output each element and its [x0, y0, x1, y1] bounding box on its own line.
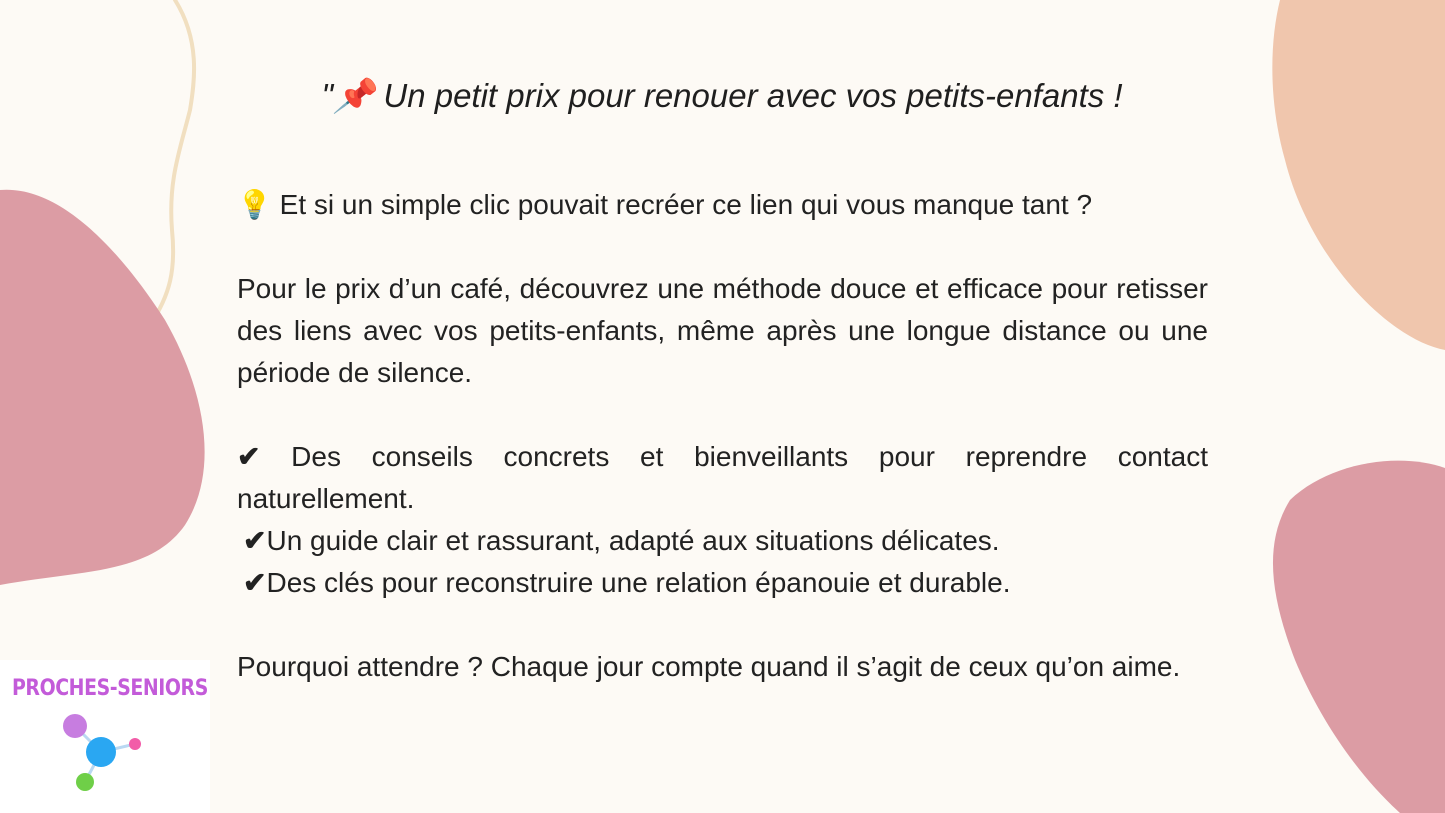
logo-text: PROCHES-SENIORS [12, 676, 208, 701]
intro-line [237, 184, 1208, 226]
checkmark-icon: ✔ [243, 525, 267, 556]
checkmark-icon: ✔ [237, 441, 261, 472]
lightbulb-icon: 💡 [237, 189, 272, 220]
blue-dot [86, 737, 116, 767]
description-paragraph: Pour le prix d’un café, découvrez une méthode douce et efficace pour retisser des liens avec vos petits-enfants, même après une longue distance ou une période de silence. [237, 273, 1208, 388]
beige-wavy-line [150, 0, 194, 325]
benefit-text: Des conseils concrets et bienveillants pour reprendre contact naturellement. [237, 441, 1208, 514]
benefit-item [237, 562, 1208, 604]
molecule-icon [55, 708, 155, 798]
brand-logo [0, 660, 210, 813]
green-dot [76, 773, 94, 791]
pink-dot [129, 738, 141, 750]
benefit-text: Des clés pour reconstruire une relation épanouie et durable. [266, 567, 1011, 598]
main-content [237, 184, 1208, 688]
closing-paragraph: Pourquoi attendre ? Chaque jour compte quand il s’agit de ceux qu’on aime. [237, 651, 1181, 682]
bottom-right-rose-blob [1273, 461, 1445, 813]
checkmark-icon: ✔ [243, 567, 267, 598]
purple-dot [63, 714, 87, 738]
benefit-item [237, 436, 1208, 520]
page-title [236, 74, 1208, 118]
benefit-item [237, 520, 1208, 562]
title-text: Un petit prix pour renouer avec vos petits-enfants ! [383, 77, 1123, 114]
pushpin-icon: 📌 [333, 77, 375, 114]
intro-text: Et si un simple clic pouvait recréer ce lien qui vous manque tant ? [279, 189, 1093, 220]
benefit-text: Un guide clair et rassurant, adapté aux situations délicates. [266, 525, 1000, 556]
title-quote-mark: " [321, 77, 334, 114]
top-right-peach-blob [1272, 0, 1445, 350]
